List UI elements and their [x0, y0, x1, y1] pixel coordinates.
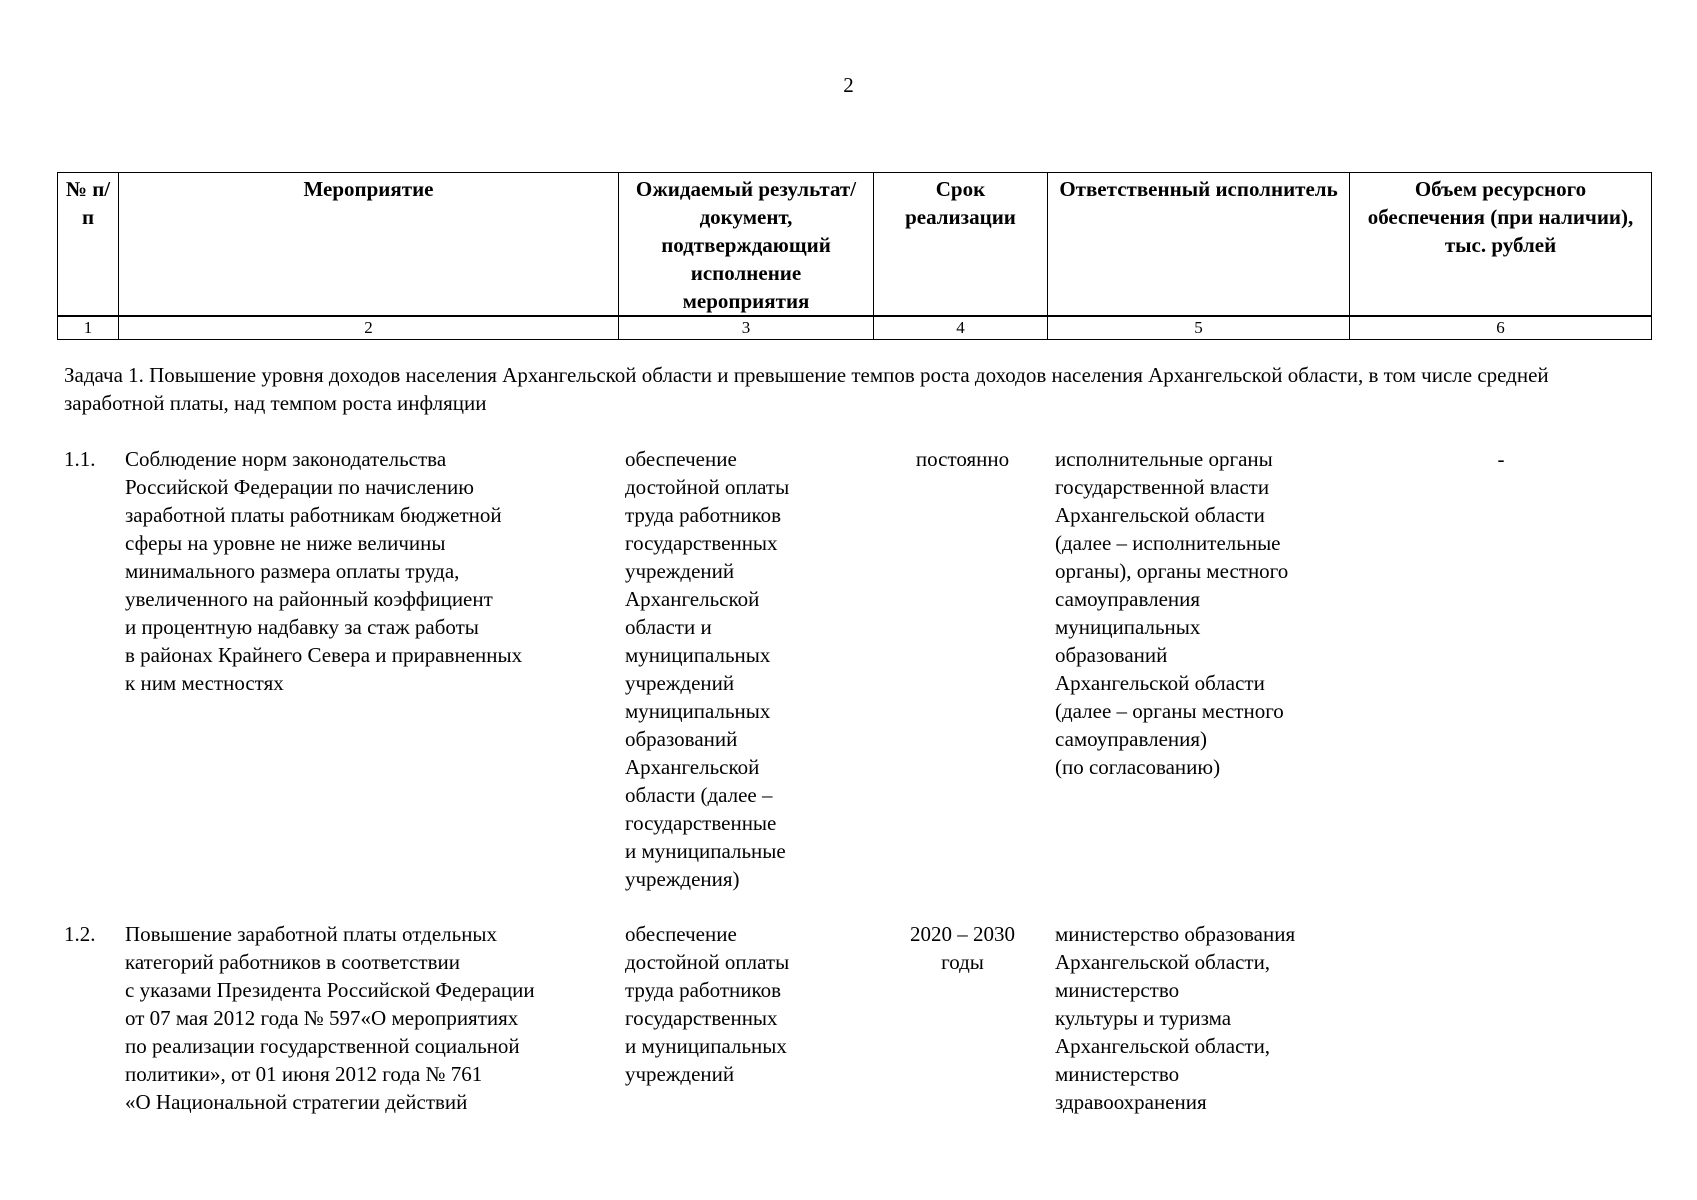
row-responsible: министерство образования Архангельской области, министерство культуры и туризма Архангельской области, министерство здравоохранения [1055, 922, 1296, 1114]
row-number: 1.2. [64, 922, 96, 946]
row-term: 2020 – 2030 годы [910, 922, 1015, 974]
header-activity: Мероприятие [119, 173, 619, 316]
column-numbers-row [57, 316, 1652, 340]
row-result: обеспечение достойной оплаты труда работников государственных учреждений Архангельской области и муниципальных учреждений муниципальных образований Архангельской области (далее – государственные и муниципальные учреждения) [625, 447, 790, 891]
column-number: 5 [1048, 317, 1350, 340]
column-number: 2 [119, 317, 619, 340]
header-volume: Объем ресурсного обеспечения (при наличии), тыс. рублей [1350, 173, 1652, 316]
column-number: 1 [58, 317, 119, 340]
row-activity: Соблюдение норм законодательства Российской Федерации по начислению заработной платы работникам бюджетной сферы на уровне не ниже величины минимального размера оплаты труда, увеличенного на районный коэффициент и процентную надбавку за стаж работы в районах Крайнего Севера и приравненных к ним местностях [125, 447, 523, 695]
header-number: № п/п [58, 173, 119, 316]
column-number: 6 [1350, 317, 1652, 340]
row-activity: Повышение заработной платы отдельных категорий работников в соответствии с указами Президента Российской Федерации от 07 мая 2012 года № 597«О мероприятиях по реализации государственной социальной политики», от 01 июня 2012 года № 761 «О Национальной стратегии действий [125, 922, 535, 1114]
header-term: Срок реализации [874, 173, 1048, 316]
row-number: 1.1. [64, 447, 96, 471]
page-number: 2 [843, 73, 854, 97]
header-result: Ожидаемый результат/ документ, подтверждающий исполнение мероприятия [619, 173, 874, 316]
row-term: постоянно [915, 447, 1010, 471]
table-header [57, 172, 1652, 316]
row-responsible: исполнительные органы государственной власти Архангельской области (далее – исполнительные органы), органы местного самоуправления муниципальных образований Архангельской области (далее – органы местного самоуправления) (по согласованию) [1055, 447, 1289, 779]
header-responsible: Ответственный исполнитель [1048, 173, 1350, 316]
row-volume: - [1497, 447, 1505, 471]
row-result: обеспечение достойной оплаты труда работников государственных и муниципальных учреждений [625, 922, 790, 1086]
column-number: 3 [619, 317, 874, 340]
column-number: 4 [874, 317, 1048, 340]
task-heading: Задача 1. Повышение уровня доходов населения Архангельской области и превышение темпов роста доходов населения Архангельской области, в том числе средней заработной платы, над темпом роста инфляции [64, 363, 1549, 415]
